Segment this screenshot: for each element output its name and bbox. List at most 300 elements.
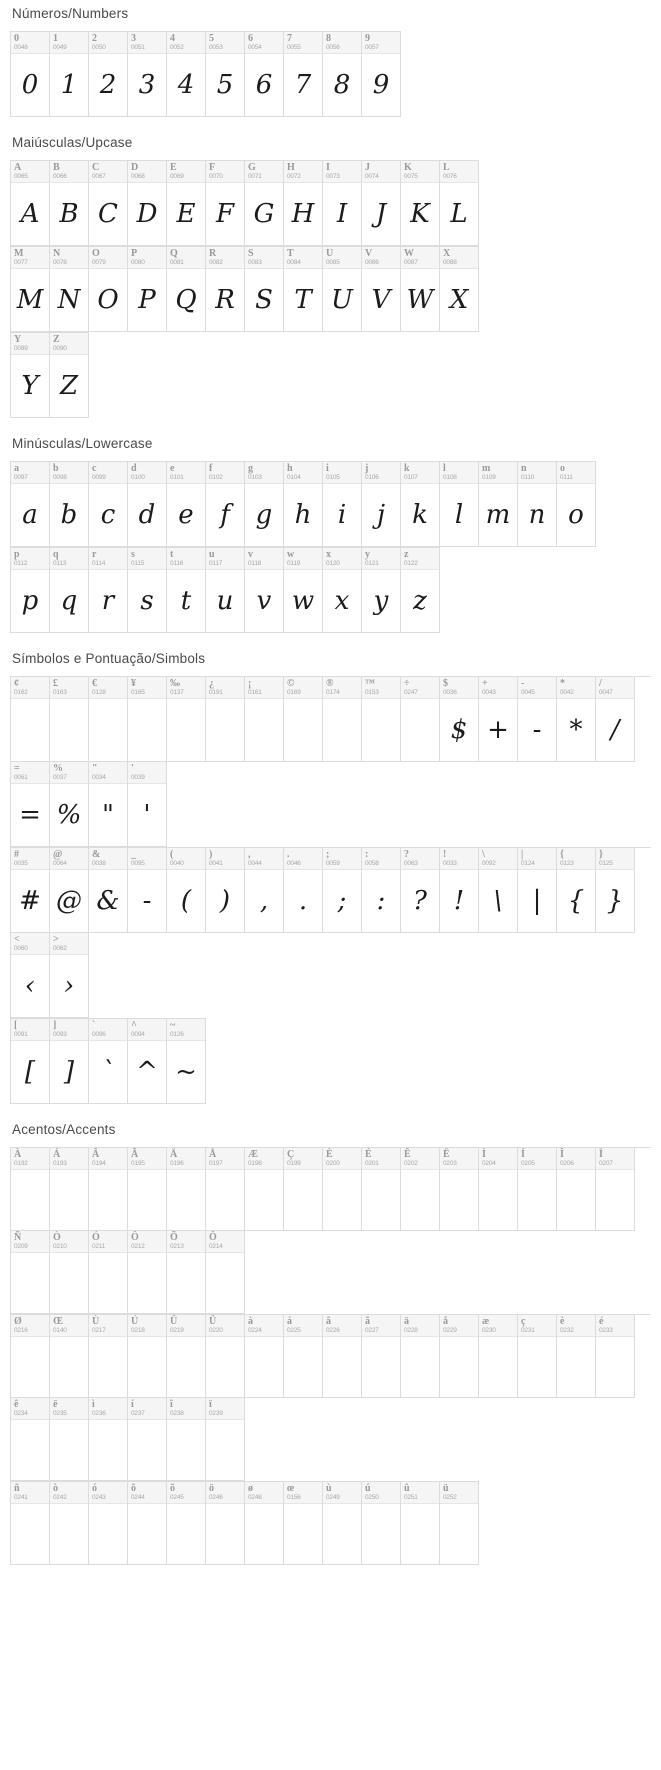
glyph-preview: - bbox=[142, 886, 152, 916]
glyph-preview: P bbox=[138, 285, 156, 315]
glyph-cell-header bbox=[206, 848, 244, 870]
glyph-cell[interactable] bbox=[440, 462, 479, 547]
glyph-cell[interactable] bbox=[11, 1482, 50, 1565]
glyph-cell[interactable] bbox=[128, 247, 167, 332]
glyph-cell[interactable] bbox=[11, 848, 50, 933]
glyph-cell[interactable] bbox=[128, 1315, 167, 1398]
glyph-preview: G bbox=[253, 199, 275, 229]
glyph-cell[interactable] bbox=[11, 1231, 50, 1314]
glyph-cell[interactable] bbox=[128, 1231, 167, 1314]
glyph-cell-header bbox=[440, 161, 478, 183]
glyph-cell[interactable] bbox=[128, 1019, 167, 1104]
glyph-cell[interactable] bbox=[596, 1148, 635, 1231]
glyph-cell[interactable] bbox=[362, 1148, 401, 1231]
glyph-code-label: 0082 bbox=[209, 259, 223, 266]
glyph-cell[interactable] bbox=[401, 677, 440, 762]
glyph-cell[interactable] bbox=[362, 548, 401, 633]
glyph-preview: 1 bbox=[60, 70, 78, 100]
glyph-cell[interactable] bbox=[323, 462, 362, 547]
glyph-cell[interactable] bbox=[50, 1019, 89, 1104]
glyph-cell[interactable] bbox=[11, 333, 50, 418]
glyph-cell[interactable] bbox=[167, 247, 206, 332]
glyph-cell[interactable] bbox=[245, 1148, 284, 1231]
glyph-code-label: 0042 bbox=[560, 689, 574, 696]
glyph-char-label: À bbox=[14, 1149, 22, 1160]
glyph-cell[interactable] bbox=[284, 548, 323, 633]
glyph-code-label: 0075 bbox=[404, 173, 418, 180]
glyph-cell[interactable] bbox=[128, 32, 167, 117]
glyph-cell[interactable] bbox=[50, 1398, 89, 1481]
glyph-cell[interactable] bbox=[401, 161, 440, 246]
glyph-preview bbox=[167, 1504, 205, 1564]
glyph-char-label: Ñ bbox=[14, 1232, 22, 1243]
glyph-cell[interactable] bbox=[284, 848, 323, 933]
glyph-code-label: 0083 bbox=[248, 259, 262, 266]
glyph-cell[interactable] bbox=[323, 548, 362, 633]
glyph-cell[interactable] bbox=[167, 1148, 206, 1231]
glyph-cell[interactable] bbox=[89, 161, 128, 246]
glyph-cell[interactable] bbox=[50, 32, 89, 117]
glyph-cell[interactable] bbox=[11, 462, 50, 547]
glyph-cell[interactable] bbox=[557, 1148, 596, 1231]
glyph-cell-header bbox=[128, 548, 166, 570]
glyph-cell[interactable] bbox=[362, 848, 401, 933]
glyph-code-label: 0110 bbox=[521, 474, 535, 481]
glyph-cell[interactable] bbox=[167, 462, 206, 547]
glyph-cell[interactable] bbox=[557, 1315, 596, 1398]
glyph-cell[interactable] bbox=[206, 32, 245, 117]
glyph-cell-header bbox=[284, 1482, 322, 1504]
glyph-cell[interactable] bbox=[89, 1148, 128, 1231]
glyph-cell[interactable] bbox=[362, 1482, 401, 1565]
glyph-cell[interactable] bbox=[245, 161, 284, 246]
glyph-cell[interactable] bbox=[362, 677, 401, 762]
glyph-cell[interactable] bbox=[128, 462, 167, 547]
glyph-cell[interactable] bbox=[401, 1315, 440, 1398]
glyph-cell[interactable] bbox=[596, 848, 635, 933]
glyph-cell[interactable] bbox=[89, 1231, 128, 1314]
glyph-cell-header bbox=[245, 548, 283, 570]
glyph-cell[interactable] bbox=[11, 161, 50, 246]
glyph-cell-header bbox=[167, 1482, 205, 1504]
glyph-cell[interactable] bbox=[557, 677, 596, 762]
glyph-preview: K bbox=[410, 199, 430, 229]
glyph-char-label: 5 bbox=[209, 33, 214, 44]
glyph-cell[interactable] bbox=[401, 247, 440, 332]
glyph-preview bbox=[167, 1337, 205, 1397]
glyph-preview: \ bbox=[493, 886, 503, 916]
glyph-cell[interactable] bbox=[401, 548, 440, 633]
glyph-code-label: 0163 bbox=[53, 689, 67, 696]
glyph-cell[interactable] bbox=[323, 161, 362, 246]
glyph-cell-header bbox=[518, 677, 556, 699]
glyph-cell-header bbox=[362, 462, 400, 484]
glyph-preview: - bbox=[532, 715, 542, 745]
glyph-cell[interactable] bbox=[440, 677, 479, 762]
glyph-preview: J bbox=[375, 199, 387, 229]
glyph-cell[interactable] bbox=[128, 1148, 167, 1231]
glyph-char-label: ü bbox=[443, 1483, 449, 1494]
glyph-cell[interactable] bbox=[89, 1315, 128, 1398]
glyph-cell-header bbox=[362, 548, 400, 570]
glyph-cell-header bbox=[167, 462, 205, 484]
glyph-cell[interactable] bbox=[11, 1019, 50, 1104]
glyph-code-label: 0103 bbox=[248, 474, 262, 481]
glyph-code-label: 0236 bbox=[92, 1410, 106, 1417]
glyph-cell[interactable] bbox=[284, 247, 323, 332]
glyph-cell[interactable] bbox=[206, 1148, 245, 1231]
glyph-cell[interactable] bbox=[11, 32, 50, 117]
glyph-cell[interactable] bbox=[362, 462, 401, 547]
glyph-preview bbox=[245, 1170, 283, 1230]
glyph-cell[interactable] bbox=[362, 1315, 401, 1398]
glyph-code-label: 0233 bbox=[599, 1327, 613, 1334]
glyph-cell[interactable] bbox=[89, 677, 128, 762]
glyph-cell[interactable] bbox=[206, 548, 245, 633]
glyph-code-label: 0239 bbox=[209, 1410, 223, 1417]
glyph-cell[interactable] bbox=[323, 677, 362, 762]
glyph-code-label: 0073 bbox=[326, 173, 340, 180]
glyph-cell[interactable] bbox=[11, 933, 50, 1018]
glyph-cell[interactable] bbox=[596, 1315, 635, 1398]
glyph-preview: ( bbox=[180, 886, 192, 916]
glyph-cell[interactable] bbox=[11, 762, 50, 847]
glyph-cell[interactable] bbox=[479, 1315, 518, 1398]
glyph-char-label: Ú bbox=[131, 1316, 139, 1327]
glyph-cell[interactable] bbox=[89, 247, 128, 332]
glyph-code-label: 0156 bbox=[287, 1494, 301, 1501]
glyph-cell-header bbox=[89, 548, 127, 570]
glyph-cell[interactable] bbox=[362, 32, 401, 117]
glyph-cell[interactable] bbox=[284, 1315, 323, 1398]
glyph-code-label: 0074 bbox=[365, 173, 379, 180]
glyph-char-label: S bbox=[248, 248, 254, 259]
glyph-row bbox=[10, 676, 651, 847]
glyph-cell[interactable] bbox=[206, 462, 245, 547]
glyph-cell[interactable] bbox=[128, 848, 167, 933]
glyph-cell[interactable] bbox=[596, 677, 635, 762]
glyph-cell[interactable] bbox=[11, 1148, 50, 1231]
glyph-code-label: 0252 bbox=[443, 1494, 457, 1501]
glyph-code-label: 0242 bbox=[53, 1494, 67, 1501]
glyph-preview: e bbox=[178, 500, 194, 530]
glyph-cell[interactable] bbox=[245, 848, 284, 933]
glyph-cell[interactable] bbox=[50, 333, 89, 418]
glyph-cell[interactable] bbox=[323, 247, 362, 332]
glyph-cell[interactable] bbox=[206, 247, 245, 332]
glyph-preview: & bbox=[96, 886, 120, 916]
glyph-cell-header bbox=[11, 677, 49, 699]
glyph-cell[interactable] bbox=[206, 1482, 245, 1565]
glyph-preview bbox=[167, 1420, 205, 1480]
glyph-cell[interactable] bbox=[206, 161, 245, 246]
glyph-code-label: 0105 bbox=[326, 474, 340, 481]
glyph-cell[interactable] bbox=[50, 247, 89, 332]
glyph-cell-header bbox=[284, 32, 322, 54]
glyph-cell[interactable] bbox=[50, 762, 89, 847]
glyph-char-label: ñ bbox=[14, 1483, 20, 1494]
glyph-cell[interactable] bbox=[206, 848, 245, 933]
glyph-code-label: 0109 bbox=[482, 474, 496, 481]
glyph-cell[interactable] bbox=[167, 1315, 206, 1398]
glyph-preview: n bbox=[528, 500, 546, 530]
glyph-cell[interactable] bbox=[284, 677, 323, 762]
glyph-cell[interactable] bbox=[167, 1398, 206, 1481]
glyph-cell-header bbox=[557, 848, 595, 870]
glyph-preview bbox=[128, 1504, 166, 1564]
glyph-cell-header bbox=[11, 462, 49, 484]
glyph-cell-header bbox=[11, 848, 49, 870]
glyph-cell[interactable] bbox=[284, 32, 323, 117]
glyph-cell-header bbox=[596, 1315, 634, 1337]
glyph-cell[interactable] bbox=[50, 462, 89, 547]
glyph-cell[interactable] bbox=[401, 1148, 440, 1231]
glyph-cell-header bbox=[557, 462, 595, 484]
glyph-cell[interactable] bbox=[167, 32, 206, 117]
glyph-preview bbox=[11, 699, 49, 761]
glyph-preview: / bbox=[610, 715, 620, 745]
glyph-cell[interactable] bbox=[50, 933, 89, 1018]
glyph-cell[interactable] bbox=[167, 548, 206, 633]
glyph-char-label: ú bbox=[365, 1483, 371, 1494]
glyph-cell[interactable] bbox=[50, 848, 89, 933]
glyph-cell[interactable] bbox=[245, 32, 284, 117]
glyph-preview: 7 bbox=[294, 70, 312, 100]
glyph-cell[interactable] bbox=[401, 462, 440, 547]
glyph-cell[interactable] bbox=[557, 462, 596, 547]
glyph-preview: o bbox=[568, 500, 584, 530]
glyph-code-label: 0244 bbox=[131, 1494, 145, 1501]
glyph-cell[interactable] bbox=[11, 247, 50, 332]
glyph-cell[interactable] bbox=[89, 32, 128, 117]
glyph-cell[interactable] bbox=[89, 1398, 128, 1481]
glyph-cell[interactable] bbox=[323, 32, 362, 117]
glyph-preview: m bbox=[485, 500, 511, 530]
glyph-char-label: g bbox=[248, 463, 253, 474]
glyph-cell[interactable] bbox=[89, 1019, 128, 1104]
glyph-cell[interactable] bbox=[128, 1398, 167, 1481]
glyph-cell[interactable] bbox=[284, 462, 323, 547]
glyph-cell[interactable] bbox=[479, 677, 518, 762]
glyph-code-label: 0057 bbox=[365, 44, 379, 51]
glyph-cell[interactable] bbox=[245, 548, 284, 633]
glyph-char-label: È bbox=[326, 1149, 333, 1160]
glyph-cell[interactable] bbox=[50, 1231, 89, 1314]
glyph-cell[interactable] bbox=[128, 161, 167, 246]
glyph-cell[interactable] bbox=[479, 462, 518, 547]
glyph-cell[interactable] bbox=[50, 677, 89, 762]
glyph-preview: : bbox=[376, 886, 386, 916]
glyph-char-label: o bbox=[560, 463, 565, 474]
glyph-char-label: % bbox=[53, 763, 63, 774]
glyph-char-label: Î bbox=[560, 1149, 564, 1160]
glyph-cell-header bbox=[479, 462, 517, 484]
glyph-code-label: 0191 bbox=[209, 689, 223, 696]
glyph-cell-header bbox=[362, 161, 400, 183]
glyph-cell[interactable] bbox=[206, 1398, 245, 1481]
glyph-cell[interactable] bbox=[284, 1148, 323, 1231]
glyph-char-label: é bbox=[599, 1316, 604, 1327]
glyph-preview: Z bbox=[59, 371, 79, 401]
glyph-cell[interactable] bbox=[323, 1482, 362, 1565]
glyph-cell[interactable] bbox=[128, 762, 167, 847]
glyph-cell-header bbox=[401, 247, 439, 269]
glyph-cell[interactable] bbox=[518, 848, 557, 933]
glyph-cell-header bbox=[401, 161, 439, 183]
glyph-cell[interactable] bbox=[167, 677, 206, 762]
glyph-cell[interactable] bbox=[89, 762, 128, 847]
glyph-cell[interactable] bbox=[128, 677, 167, 762]
glyph-code-label: 0099 bbox=[92, 474, 106, 481]
glyph-cell-header bbox=[206, 247, 244, 269]
glyph-cell-header bbox=[128, 247, 166, 269]
glyph-cell[interactable] bbox=[284, 1482, 323, 1565]
glyph-cell[interactable] bbox=[167, 1482, 206, 1565]
glyph-preview: H bbox=[291, 199, 315, 229]
glyph-cell[interactable] bbox=[245, 1482, 284, 1565]
glyph-char-label: ã bbox=[365, 1316, 370, 1327]
glyph-cell-header bbox=[362, 1482, 400, 1504]
glyph-char-label: ¢ bbox=[14, 678, 19, 689]
glyph-preview: q bbox=[60, 586, 78, 616]
glyph-char-label: f bbox=[209, 463, 213, 474]
glyph-cell[interactable] bbox=[518, 1148, 557, 1231]
glyph-cell-header bbox=[50, 1315, 88, 1337]
glyph-code-label: 0211 bbox=[92, 1243, 106, 1250]
glyph-code-label: 0050 bbox=[92, 44, 106, 51]
glyph-cell[interactable] bbox=[440, 1482, 479, 1565]
glyph-cell[interactable] bbox=[50, 1482, 89, 1565]
glyph-preview bbox=[206, 699, 244, 761]
glyph-cell-header bbox=[284, 677, 322, 699]
glyph-cell[interactable] bbox=[557, 848, 596, 933]
glyph-cell[interactable] bbox=[11, 1398, 50, 1481]
glyph-char-label: n bbox=[521, 463, 527, 474]
glyph-cell[interactable] bbox=[50, 1148, 89, 1231]
glyph-cell[interactable] bbox=[50, 161, 89, 246]
glyph-cell[interactable] bbox=[89, 1482, 128, 1565]
glyph-preview: M bbox=[16, 285, 44, 315]
glyph-cell[interactable] bbox=[440, 247, 479, 332]
glyph-cell[interactable] bbox=[245, 1315, 284, 1398]
glyph-cell[interactable] bbox=[518, 462, 557, 547]
glyph-cell[interactable] bbox=[401, 1482, 440, 1565]
glyph-preview: * bbox=[569, 715, 583, 745]
glyph-cell-header bbox=[50, 1482, 88, 1504]
glyph-char-label: à bbox=[248, 1316, 253, 1327]
glyph-cell[interactable] bbox=[89, 848, 128, 933]
glyph-cell[interactable] bbox=[323, 1315, 362, 1398]
glyph-cell[interactable] bbox=[245, 247, 284, 332]
glyph-char-label: ` bbox=[92, 1020, 96, 1031]
glyph-cell[interactable] bbox=[50, 548, 89, 633]
glyph-preview: D bbox=[136, 199, 158, 229]
glyph-cell[interactable] bbox=[284, 161, 323, 246]
glyph-code-label: 0089 bbox=[14, 345, 28, 352]
glyph-cell-header bbox=[128, 1148, 166, 1170]
glyph-char-label: ä bbox=[404, 1316, 409, 1327]
glyph-code-label: 0243 bbox=[92, 1494, 106, 1501]
glyph-code-label: 0249 bbox=[326, 1494, 340, 1501]
glyph-cell[interactable] bbox=[323, 1148, 362, 1231]
glyph-preview: 9 bbox=[372, 70, 390, 100]
glyph-cell[interactable] bbox=[206, 1231, 245, 1314]
glyph-cell-header bbox=[362, 848, 400, 870]
glyph-cell[interactable] bbox=[362, 161, 401, 246]
glyph-cell[interactable] bbox=[89, 462, 128, 547]
glyph-cell[interactable] bbox=[440, 1148, 479, 1231]
glyph-cell[interactable] bbox=[362, 247, 401, 332]
glyph-code-label: 0069 bbox=[170, 173, 184, 180]
glyph-cell[interactable] bbox=[89, 548, 128, 633]
glyph-preview: y bbox=[373, 586, 389, 616]
glyph-cell-header bbox=[479, 1315, 517, 1337]
glyph-preview: + bbox=[487, 715, 509, 745]
glyph-char-label: ê bbox=[14, 1399, 19, 1410]
glyph-cell-header bbox=[167, 247, 205, 269]
glyph-cell[interactable] bbox=[167, 1019, 206, 1104]
glyph-cell-header bbox=[362, 677, 400, 699]
glyph-cell[interactable] bbox=[518, 677, 557, 762]
glyph-cell[interactable] bbox=[479, 1148, 518, 1231]
glyph-cell[interactable] bbox=[128, 1482, 167, 1565]
glyph-char-label: + bbox=[482, 678, 488, 689]
glyph-cell[interactable] bbox=[11, 548, 50, 633]
glyph-cell[interactable] bbox=[11, 1315, 50, 1398]
glyph-char-label: ( bbox=[170, 849, 174, 860]
glyph-char-label: Û bbox=[170, 1316, 178, 1327]
glyph-cell[interactable] bbox=[245, 462, 284, 547]
glyph-cell[interactable] bbox=[167, 848, 206, 933]
glyph-preview: T bbox=[294, 285, 312, 315]
glyph-cell[interactable] bbox=[11, 677, 50, 762]
glyph-code-label: 0106 bbox=[365, 474, 379, 481]
glyph-preview bbox=[89, 1337, 127, 1397]
glyph-code-label: 0063 bbox=[404, 860, 418, 867]
glyph-cell[interactable] bbox=[401, 848, 440, 933]
glyph-code-label: 0220 bbox=[209, 1327, 223, 1334]
glyph-code-label: 0084 bbox=[287, 259, 301, 266]
glyph-cell[interactable] bbox=[206, 1315, 245, 1398]
glyph-cell[interactable] bbox=[245, 677, 284, 762]
glyph-cell[interactable] bbox=[50, 1315, 89, 1398]
glyph-preview: a bbox=[22, 500, 38, 530]
glyph-cell[interactable] bbox=[518, 1315, 557, 1398]
glyph-code-label: 0092 bbox=[482, 860, 496, 867]
glyph-cell[interactable] bbox=[128, 548, 167, 633]
glyph-cell[interactable] bbox=[440, 848, 479, 933]
glyph-preview: ] bbox=[63, 1057, 75, 1087]
glyph-preview bbox=[401, 1337, 439, 1397]
glyph-cell[interactable] bbox=[167, 161, 206, 246]
glyph-char-label: k bbox=[404, 463, 410, 474]
glyph-preview: V bbox=[371, 285, 391, 315]
glyph-cell[interactable] bbox=[167, 1231, 206, 1314]
glyph-preview bbox=[11, 1504, 49, 1564]
glyph-cell[interactable] bbox=[440, 1315, 479, 1398]
glyph-cell[interactable] bbox=[323, 848, 362, 933]
glyph-code-label: 0096 bbox=[92, 1031, 106, 1038]
glyph-cell[interactable] bbox=[479, 848, 518, 933]
glyph-preview: p bbox=[21, 586, 39, 616]
glyph-char-label: Â bbox=[92, 1149, 100, 1160]
glyph-code-label: 0162 bbox=[14, 689, 28, 696]
glyph-code-label: 0035 bbox=[14, 860, 28, 867]
glyph-cell-header bbox=[89, 677, 127, 699]
glyph-code-label: 0213 bbox=[170, 1243, 184, 1250]
glyph-cell[interactable] bbox=[440, 161, 479, 246]
glyph-cell[interactable] bbox=[206, 677, 245, 762]
